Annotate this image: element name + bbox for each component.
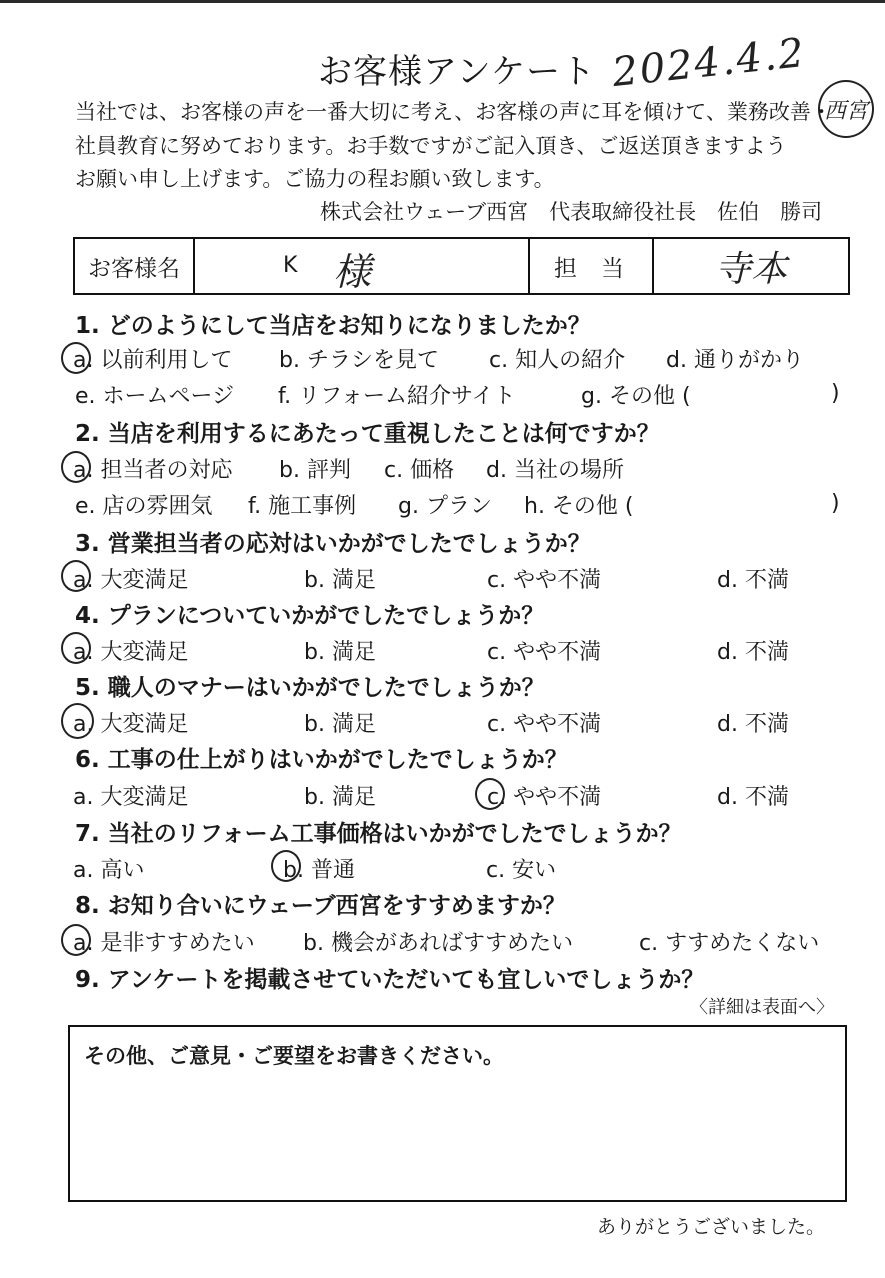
q5-option-d[interactable]: d. 不満 [717,712,789,737]
q5-option-b[interactable]: b. 満足 [304,712,376,737]
date-seal-stamp: 西宮 [818,80,874,138]
q7-option-b[interactable]: b. 普通 [283,858,355,883]
q1-option-d[interactable]: d. 通りがかり [666,348,804,373]
remarks-label: その他、ご意見・ご要望をお書きください。 [84,1044,504,1068]
q1-answer-circle [61,342,91,374]
q1-option-f[interactable]: f. リフォーム紹介サイト [278,384,516,409]
q5-option-c[interactable]: c. やや不満 [487,712,602,737]
question-3: 3. 営業担当者の応対はいかがでしたでしょうか？ [75,531,591,557]
q1-other-paren-close: ) [831,381,840,406]
q3-option-c[interactable]: c. やや不満 [487,568,602,593]
q7-option-c[interactable]: c. 安い [486,858,557,883]
q5-answer-circle [61,703,94,739]
remarks-box[interactable] [68,1025,847,1202]
q4-answer-circle [61,632,91,664]
q3-option-a[interactable]: a. 大変満足 [73,568,189,593]
q1-option-a[interactable]: a. 以前利用して [73,348,233,373]
customer-info-table [73,237,850,295]
q2-option-e[interactable]: e. 店の雰囲気 [75,494,213,519]
q8-answer-circle [61,924,91,956]
q7-option-a[interactable]: a. 高い [73,858,145,883]
q8-option-c[interactable]: c. すすめたくない [639,931,820,956]
question-9: 9. アンケートを掲載させていただいても宜しいでしょうか？ [75,967,705,993]
q6-option-c[interactable]: c. やや不満 [487,785,602,810]
q2-option-c[interactable]: c. 価格 [384,458,455,483]
q2-option-b[interactable]: b. 評判 [279,458,351,483]
q1-option-e[interactable]: e. ホームページ [75,384,235,409]
company-signature: 株式会社ウェーブ西宮 代表取締役社長 佐伯 勝司 [320,200,823,224]
q6-option-a[interactable]: a. 大変満足 [73,785,189,810]
question-1: 1. どのようにして当店をお知りになりましたか？ [75,313,591,339]
question-5: 5. 職人のマナーはいかがでしたでしょうか？ [75,675,545,701]
q1-option-c[interactable]: c. 知人の紹介 [489,348,626,373]
thanks-message: ありがとうございました。 [597,1216,826,1238]
q3-option-b[interactable]: b. 満足 [304,568,376,593]
question-2: 2. 当店を利用するにあたって重視したことは何ですか？ [75,421,660,447]
intro-line-2: 社員教育に努めております。お手数ですがご記入頂き、ご返送頂きますよう [75,134,787,158]
intro-line-1: 当社では、お客様の声を一番大切に考え、お客様の声に耳を傾けて、業務改善・ [75,100,832,124]
q5-option-a[interactable]: a. 大変満足 [73,712,189,737]
handwritten-date: 2024.4.2 [610,29,808,97]
q4-option-b[interactable]: b. 満足 [304,640,376,665]
q8-option-b[interactable]: b. 機会があればすすめたい [303,931,574,956]
customer-name-label: お客様名 [75,239,195,293]
q3-answer-circle [61,560,91,592]
question-7: 7. 当社のリフォーム工事価格はいかがでしたでしょうか？ [75,821,682,847]
q6-answer-circle [475,778,505,810]
question-4: 4. プランについていかがでしたでしょうか？ [75,603,545,629]
q6-option-d[interactable]: d. 不満 [717,785,789,810]
q4-option-c[interactable]: c. やや不満 [487,640,602,665]
q8-option-a[interactable]: a. 是非すすめたい [73,931,255,956]
q2-answer-circle [61,451,91,483]
q2-option-f[interactable]: f. 施工事例 [248,494,357,519]
q2-option-g[interactable]: g. プラン [398,494,492,519]
staff-label: 担当 [530,239,654,293]
customer-name-value: K [283,253,298,278]
customer-name-suffix: 様 [333,250,372,294]
customer-name-field[interactable] [195,239,530,293]
q1-option-g[interactable]: g. その他 ( [581,384,691,409]
q4-option-d[interactable]: d. 不満 [717,640,789,665]
top-edge-line [0,0,885,3]
q2-other-paren-close: ) [831,491,840,516]
q4-option-a[interactable]: a. 大変満足 [73,640,189,665]
question-8: 8. お知り合いにウェーブ西宮をすすめますか？ [75,893,566,919]
intro-line-3: お願い申し上げます。ご協力の程お願い致します。 [75,167,555,191]
q2-option-h[interactable]: h. その他 ( [524,494,634,519]
q7-answer-circle [271,850,301,882]
q6-option-b[interactable]: b. 満足 [304,785,376,810]
staff-name-field[interactable]: 寺本 [714,248,787,290]
q3-option-d[interactable]: d. 不満 [717,568,789,593]
q2-option-d[interactable]: d. 当社の場所 [486,458,624,483]
q2-option-a[interactable]: a. 担当者の対応 [73,458,233,483]
survey-title: お客様アンケート [318,52,596,92]
question-6: 6. 工事の仕上がりはいかがでしたでしょうか？ [75,747,568,773]
q9-detail-note: 〈詳細は表面へ〉 [690,997,834,1018]
q1-option-b[interactable]: b. チラシを見て [279,348,439,373]
